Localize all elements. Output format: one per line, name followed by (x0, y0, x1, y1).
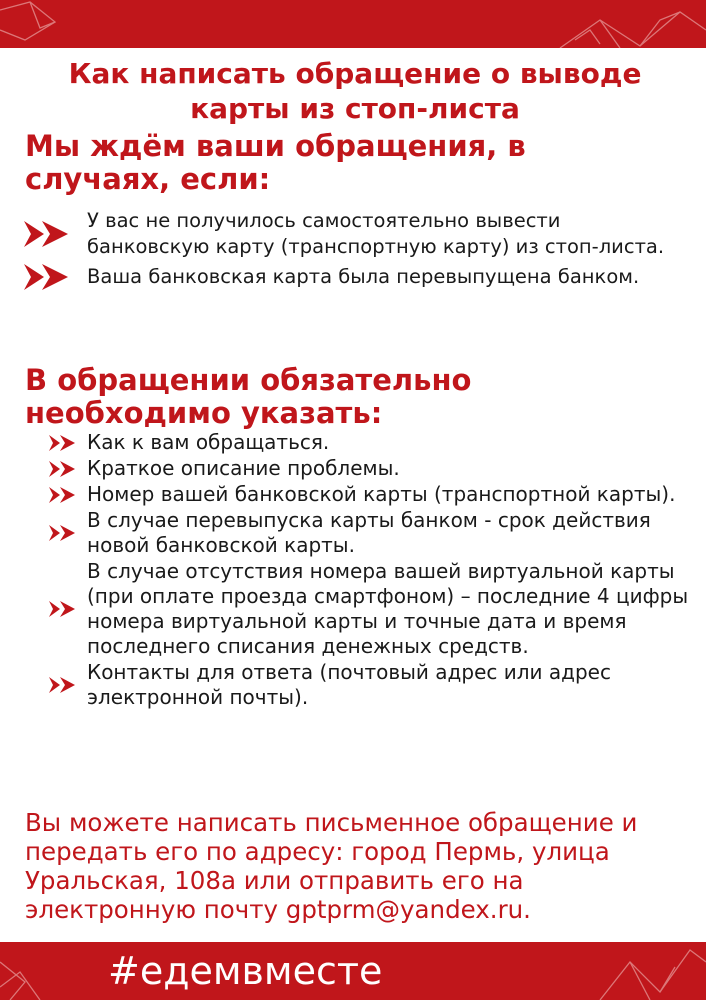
list-item (0, 430, 697, 455)
list-item-text: Краткое описание проблемы. (87, 456, 400, 480)
list-item-text: Номер вашей банковской карты (транспортной карты). (87, 482, 676, 506)
list-item-text: Контакты для ответа (почтовый адрес или адрес электронной почты). (87, 660, 611, 709)
double-chevron-icon (22, 262, 70, 292)
double-chevron-icon (48, 524, 76, 542)
section-heading-required: В обращении обязательно необходимо указать: (25, 363, 472, 430)
section-heading-cases: Мы ждём ваши обращения, в случаях, если: (25, 129, 526, 196)
content-sheet (0, 48, 706, 942)
double-chevron-icon (48, 600, 76, 618)
list-item-text: Ваша банковская карта была перевыпущена банком. (87, 265, 640, 288)
list-item (0, 508, 697, 558)
list-item-text: В случае перевыпуска карты банком - срок действия новой банковской карты. (87, 508, 651, 557)
cases-list (0, 208, 706, 294)
double-chevron-icon (48, 486, 76, 504)
list-item-text: У вас не получилось самостоятельно вывести банковскую карту (транспортную карту) из стоп-листа. (87, 209, 665, 258)
list-item (0, 559, 697, 659)
list-item (0, 208, 687, 260)
hashtag-label: #едемвместе (108, 949, 383, 993)
list-item-text: Как к вам обращаться. (87, 430, 330, 454)
page-title: Как написать обращение о выводе карты из стоп-листа (68, 57, 642, 125)
list-item (0, 264, 687, 290)
list-item-text: В случае отсутствия номера вашей виртуальной карты (при оплате проезда смартфоном) – последние 4 цифры номера виртуальной карты и точные дата и время последнего списания денежных средств. (87, 559, 689, 658)
double-chevron-icon (22, 219, 70, 249)
line-art-decoration (0, 0, 706, 48)
list-item (0, 482, 697, 507)
top-decor-band (0, 0, 706, 48)
list-item (0, 456, 697, 481)
double-chevron-icon (48, 460, 76, 478)
double-chevron-icon (48, 676, 76, 694)
double-chevron-icon (48, 434, 76, 452)
list-item (0, 660, 697, 710)
required-info-list (0, 430, 706, 711)
contact-paragraph: Вы можете написать письменное обращение и передать его по адресу: город Пермь, улица Уральская, 108а или отправить его на электронную почту gptprm@yandex.ru. (25, 808, 638, 924)
